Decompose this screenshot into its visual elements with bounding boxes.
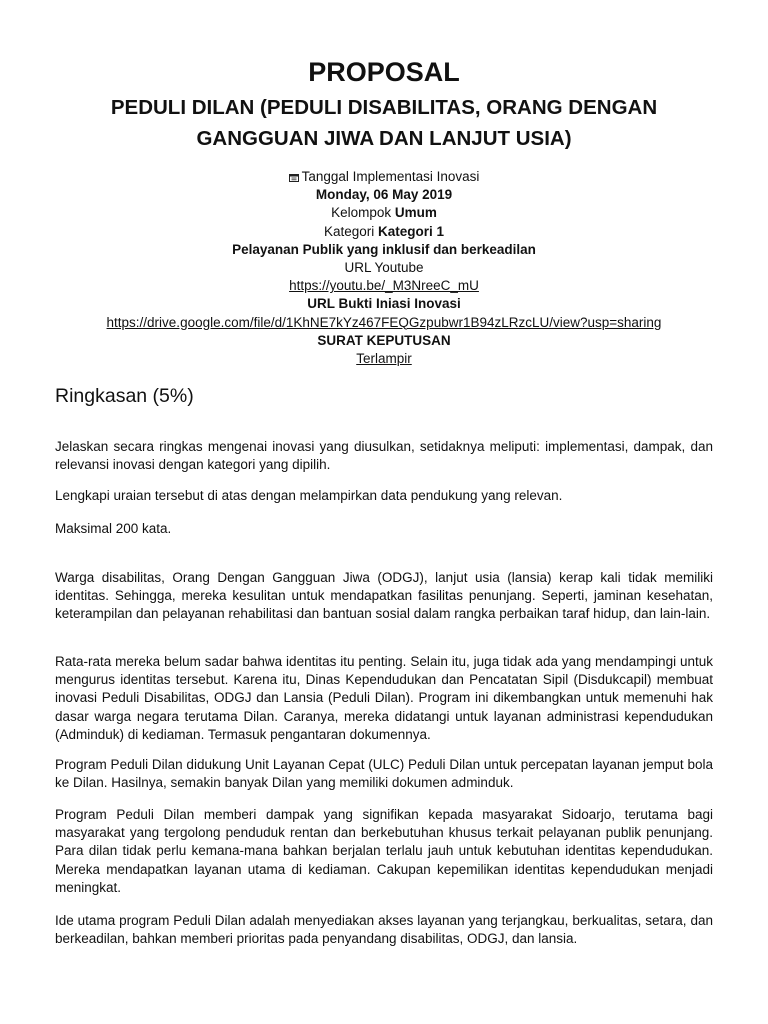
decree-link-line	[40, 350, 728, 368]
paragraph-text: Rata-rata mereka belum sadar bahwa identitas itu penting. Selain itu, juga tidak ada yang mendampingi untuk mengurus identitas tersebut. Karena itu, Dinas Kependudukan dan Pencatatan Sipil (Disdukcapil) membuat inovasi Peduli Disabilitas, ODGJ dan Lansia (Peduli Dilan). Program ini dikembangkan untuk memenuhi hak dasar warga negara terutama Dilan. Caranya, mereka didatangi untuk layanan administrasi kependudukan (Adminduk) di kediaman. Termasuk pengantaran dokumennya.	[55, 654, 713, 742]
decree-link[interactable]: Terlampir	[356, 351, 412, 367]
category-name: Pelayanan Publik yang inklusif dan berkeadilan	[232, 241, 536, 257]
instruction-paragraph-3	[55, 520, 713, 538]
instruction-paragraph-1	[55, 438, 713, 474]
group-value: Umum	[394, 205, 437, 221]
body-paragraph-4	[55, 806, 713, 897]
paragraph-text: Ide utama program Peduli Dilan adalah menyediakan akses layanan yang terjangkau, berkualitas, setara, dan berkeadilan, bahkan memberi prioritas pada penyandang disabilitas, ODGJ, dan lansia.	[55, 913, 713, 947]
calendar-icon	[289, 173, 299, 182]
document-title: PROPOSAL	[308, 57, 460, 87]
meta-block	[40, 168, 728, 368]
paragraph-text: Program Peduli Dilan memberi dampak yang signifikan kepada masyarakat Sidoarjo, terutama bagi masyarakat yang tergolong penduduk rentan dan berkebutuhan khusus terkait pelayanan publik penunjang. Para dilan tidak perlu kemana-mana bahkan berjalan terlalu jauh untuk kebutuhan identitas kependudukan. Mereka mendapatkan layanan utama di kediaman. Cakupan kepemilikan identitas kependudukan menjadi meningkat.	[55, 807, 713, 895]
youtube-link-line	[40, 277, 728, 295]
document-subtitle	[40, 92, 728, 154]
subtitle-line-2: GANGGUAN JIWA DAN LANJUT USIA)	[196, 127, 572, 150]
body-paragraph-2	[55, 653, 713, 744]
category-name-line	[40, 241, 728, 259]
body-paragraph-3	[55, 756, 713, 792]
paragraph-text: Warga disabilitas, Orang Dengan Gangguan Jiwa (ODGJ), lanjut usia (lansia) kerap kali tidak memiliki identitas. Sehingga, mereka kesulitan untuk mendapatkan fasilitas penunjang. Seperti, jaminan kesehatan, keterampilan dan pelayanan rehabilitasi dan bantuan sosial dalam rangka perbaikan taraf hidup, dan lain-lain.	[55, 570, 713, 622]
date-label: Tanggal Implementasi Inovasi	[301, 169, 480, 184]
evidence-label-line	[40, 295, 728, 313]
instruction-paragraph-2	[55, 487, 713, 505]
subtitle-line-1: PEDULI DILAN (PEDULI DISABILITAS, ORANG DENGAN	[110, 96, 658, 119]
section-heading: Ringkasan (5%)	[55, 385, 194, 407]
evidence-link-line	[40, 314, 728, 332]
date-value-line	[40, 186, 728, 204]
category-value: Kategori 1	[378, 223, 445, 239]
group-line	[40, 204, 728, 222]
paragraph-text: Maksimal 200 kata.	[55, 521, 172, 536]
body-paragraph-1	[55, 569, 713, 624]
evidence-label: URL Bukti Iniasi Inovasi	[307, 296, 461, 312]
decree-label-line	[40, 332, 728, 350]
decree-label: SURAT KEPUTUSAN	[317, 332, 451, 348]
body-paragraph-5	[55, 912, 713, 948]
evidence-link[interactable]: https://drive.google.com/file/d/1KhNE7kYz467FEQGzpubwr1B94zLRzcLU/view?usp=sharing	[106, 314, 662, 330]
group-prefix: Kelompok	[331, 205, 392, 221]
paragraph-text: Lengkapi uraian tersebut di atas dengan melampirkan data pendukung yang relevan.	[55, 488, 563, 503]
category-line	[40, 223, 728, 241]
date-label-line	[40, 168, 728, 186]
youtube-link[interactable]: https://youtu.be/_M3NreeC_mU	[289, 278, 479, 294]
category-prefix: Kategori	[323, 223, 375, 239]
paragraph-text: Program Peduli Dilan didukung Unit Layanan Cepat (ULC) Peduli Dilan untuk percepatan layanan jemput bola ke Dilan. Hasilnya, semakin banyak Dilan yang memiliki dokumen adminduk.	[55, 757, 713, 791]
date-value: Monday, 06 May 2019	[315, 187, 453, 203]
paragraph-text: Jelaskan secara ringkas mengenai inovasi yang diusulkan, setidaknya meliputi: implementasi, dampak, dan relevansi inovasi dengan kategori yang dipilih.	[55, 439, 713, 473]
youtube-label: URL Youtube	[344, 260, 424, 276]
